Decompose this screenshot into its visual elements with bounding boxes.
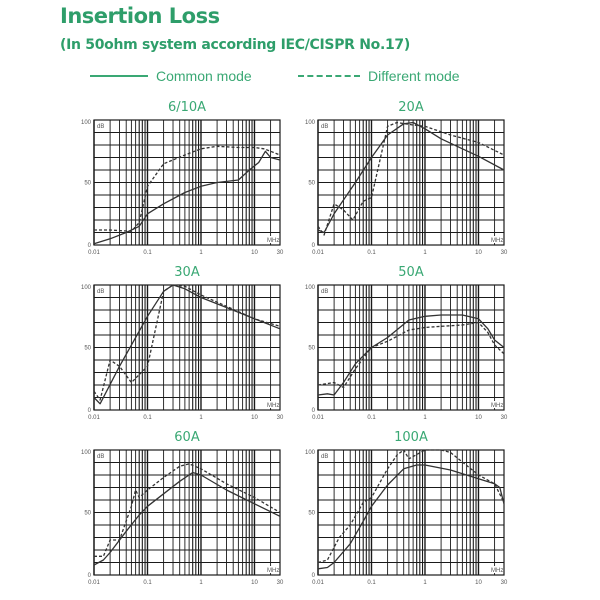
legend-common <box>90 68 252 84</box>
y-tick-label: 0 <box>87 573 91 579</box>
insertion-loss-chart <box>80 450 284 586</box>
x-unit-label: MHz <box>491 403 504 409</box>
y-tick-label: 50 <box>308 180 315 187</box>
x-tick-label: 0.1 <box>367 415 376 421</box>
x-tick-label: 10 <box>475 580 482 586</box>
x-tick-label: 30 <box>276 415 284 421</box>
x-tick-label: 10 <box>251 415 258 421</box>
x-tick-label: 0.01 <box>88 580 100 586</box>
page-subtitle: (In 50ohm system according IEC/CISPR No.17) <box>60 37 410 53</box>
x-unit-label: MHz <box>267 568 280 574</box>
y-tick-label: 0 <box>87 243 91 249</box>
legend-common-label: Common mode <box>156 68 252 84</box>
y-unit-label: dB <box>97 289 105 295</box>
chart-title: 30A <box>174 265 200 280</box>
y-unit-label: dB <box>97 454 105 460</box>
x-tick-label: 0.1 <box>143 250 152 256</box>
x-tick-label: 30 <box>500 580 508 586</box>
x-tick-label: 0.01 <box>312 415 324 421</box>
x-tick-label: 1 <box>423 250 427 256</box>
x-tick-label: 0.01 <box>312 250 324 256</box>
x-tick-label: 0.01 <box>312 580 324 586</box>
x-tick-label: 1 <box>423 580 427 586</box>
legend-different-label: Different mode <box>368 68 460 84</box>
x-unit-label: MHz <box>267 238 280 244</box>
x-tick-label: 0.1 <box>143 580 152 586</box>
x-unit-label: MHz <box>491 568 504 574</box>
x-tick-label: 10 <box>475 415 482 421</box>
x-tick-label: 1 <box>423 415 427 421</box>
x-tick-label: 1 <box>199 580 203 586</box>
x-unit-label: MHz <box>267 403 280 409</box>
y-tick-label: 100 <box>304 285 315 291</box>
y-tick-label: 100 <box>80 285 91 291</box>
x-tick-label: 0.1 <box>367 580 376 586</box>
y-unit-label: dB <box>321 454 329 460</box>
legend <box>0 68 600 88</box>
x-tick-label: 30 <box>500 250 508 256</box>
y-tick-label: 100 <box>80 450 91 456</box>
insertion-loss-chart <box>80 285 284 421</box>
chart-title: 100A <box>394 430 428 445</box>
y-tick-label: 0 <box>311 243 315 249</box>
x-tick-label: 1 <box>199 415 203 421</box>
x-tick-label: 30 <box>500 415 508 421</box>
y-tick-label: 0 <box>311 573 315 579</box>
x-tick-label: 30 <box>276 250 284 256</box>
x-tick-label: 30 <box>276 580 284 586</box>
x-tick-label: 0.1 <box>143 415 152 421</box>
x-tick-label: 1 <box>199 250 203 256</box>
insertion-loss-chart <box>304 285 508 421</box>
dashed-line-swatch <box>298 75 360 77</box>
x-unit-label: MHz <box>491 238 504 244</box>
y-tick-label: 50 <box>308 345 315 352</box>
chart-title: 60A <box>174 430 200 445</box>
chart-title: 20A <box>398 100 424 115</box>
chart-title: 6/10A <box>167 100 207 115</box>
y-tick-label: 50 <box>308 510 315 517</box>
y-unit-label: dB <box>321 124 329 130</box>
y-tick-label: 50 <box>84 345 91 352</box>
y-tick-label: 50 <box>84 510 91 517</box>
x-tick-label: 0.1 <box>367 250 376 256</box>
y-unit-label: dB <box>97 124 105 130</box>
x-tick-label: 0.01 <box>88 250 100 256</box>
x-tick-label: 10 <box>251 250 258 256</box>
insertion-loss-chart <box>304 450 508 586</box>
y-tick-label: 100 <box>304 450 315 456</box>
x-tick-label: 10 <box>251 580 258 586</box>
y-tick-label: 50 <box>84 180 91 187</box>
x-tick-label: 10 <box>475 250 482 256</box>
y-unit-label: dB <box>321 289 329 295</box>
insertion-loss-chart <box>304 120 508 256</box>
y-tick-label: 100 <box>80 120 91 126</box>
page-title: Insertion Loss <box>60 4 220 28</box>
y-tick-label: 0 <box>87 408 91 414</box>
legend-different <box>298 68 460 84</box>
y-tick-label: 100 <box>304 120 315 126</box>
x-tick-label: 0.01 <box>88 415 100 421</box>
chart-title: 50A <box>398 265 424 280</box>
insertion-loss-chart <box>80 120 284 256</box>
y-tick-label: 0 <box>311 408 315 414</box>
solid-line-swatch <box>90 75 148 77</box>
